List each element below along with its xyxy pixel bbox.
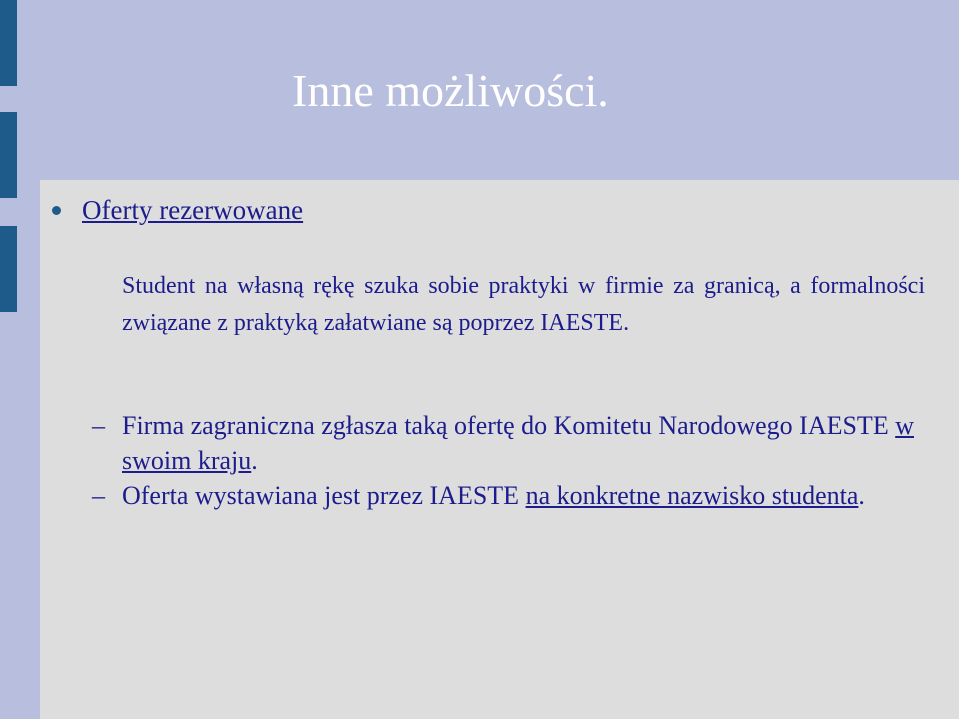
decor-bar-top — [0, 0, 17, 86]
sub-item-end: . — [858, 481, 865, 510]
sub-item-text: Oferta wystawiana jest przez IAESTE — [122, 481, 526, 510]
bullet-item — [52, 194, 303, 226]
dash-marker: – — [92, 411, 105, 440]
sub-item-end: . — [251, 446, 258, 475]
slide-title: Inne możliwości. — [292, 65, 609, 116]
bullet-dot-icon — [52, 206, 61, 215]
sub-item-underlined: w swoim kraju — [122, 411, 914, 475]
sub-item — [92, 408, 932, 478]
slide-content — [40, 180, 959, 719]
sub-item-underlined: na konkretne nazwisko studenta — [525, 481, 859, 510]
bullet-heading: Oferty rezerwowane — [82, 195, 304, 225]
sub-item — [92, 478, 932, 513]
decor-bar-bottom — [0, 226, 17, 312]
decor-bar-middle — [0, 112, 17, 198]
description-paragraph: Student na własną rękę szuka sobie praktyki w firmie za granicą, a formalności związane z praktyką załatwiane są poprzez IAESTE. — [122, 273, 925, 336]
dash-marker: – — [92, 481, 105, 510]
sub-item-text: Firma zagraniczna zgłasza taką ofertę do Komitetu Narodowego IAESTE — [122, 411, 896, 440]
